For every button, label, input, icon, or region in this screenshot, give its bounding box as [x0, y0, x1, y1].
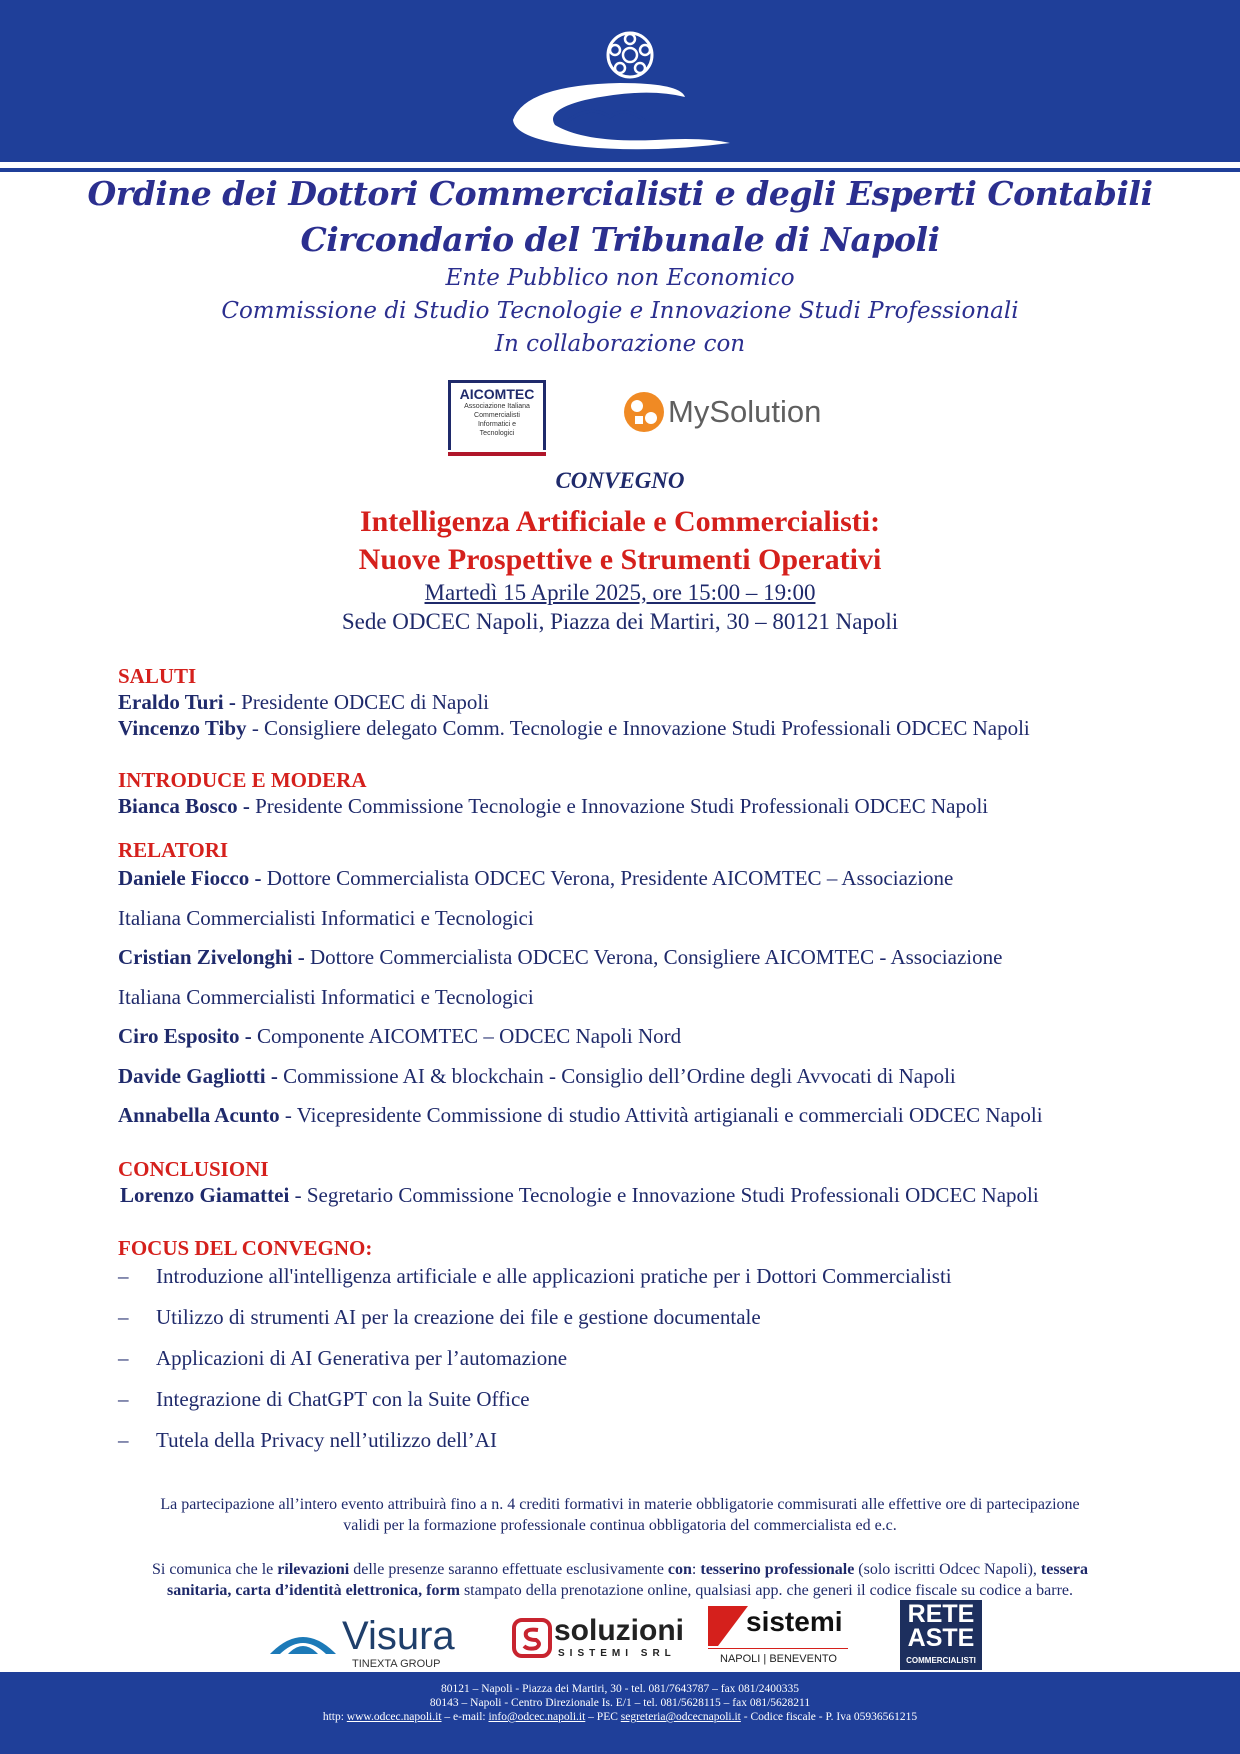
sistemi-icon — [708, 1606, 748, 1646]
footer-contacts — [0, 1710, 1240, 1724]
credits-note — [50, 1494, 1190, 1536]
commission-name: Commissione di Studio Tecnologie e Innovazione Studi Professionali — [221, 298, 1019, 324]
event-venue: Sede ODCEC Napoli, Piazza dei Martiri, 30 – 80121 Napoli — [341, 609, 899, 634]
speaker-role: Dottore Commercialista ODCEC Verona, Consigliere AICOMTEC - Associazione — [304, 945, 1003, 969]
mysolution-icon — [622, 390, 666, 434]
commercialisti-text: COMMERCIALISTI — [906, 1656, 976, 1665]
speaker-role: Dottore Commercialista ODCEC Verona, Presidente AICOMTEC – Associazione — [261, 866, 954, 890]
speaker-name: Vincenzo Tiby — [118, 716, 247, 740]
speaker-line — [118, 794, 988, 819]
dash-bullet: – — [118, 1387, 129, 1411]
credits-line2: validi per la formazione professionale continua obbligatoria del commercialista ed e.c. — [343, 1517, 897, 1534]
rete-aste-logo — [900, 1600, 982, 1670]
speaker-role: Commissione AI & blockchain - Consiglio dell’Ordine degli Avvocati di Napoli — [277, 1064, 956, 1088]
speaker-line — [120, 1183, 1039, 1208]
speaker-name: Lorenzo Giamattei — [120, 1183, 290, 1207]
footer-address-1: 80121 – Napoli - Piazza dei Martiri, 30 - tel. 081/7643787 – fax 081/2400335 — [440, 1683, 800, 1695]
pec-link[interactable]: segreteria@odcecnapoli.it — [620, 1711, 741, 1723]
visura-icon — [268, 1618, 338, 1658]
sistemi-logo — [708, 1606, 848, 1668]
focus-item — [118, 1305, 761, 1330]
focus-item — [118, 1346, 567, 1371]
footer-label: http: — [322, 1711, 347, 1723]
note-text: Si comunica che le — [151, 1561, 278, 1578]
collaboration-label: In collaborazione con — [494, 331, 746, 357]
sistemi-subtext: NAPOLI | BENEVENTO — [720, 1653, 837, 1665]
note-text: delle presenze saranno effettuate esclusivamente — [349, 1561, 668, 1578]
sistemi-text: sistemi — [746, 1606, 843, 1637]
relatori-heading: RELATORI — [118, 838, 229, 862]
org-subtitle: Ente Pubblico non Economico — [445, 265, 795, 291]
aste-text: ASTE — [907, 1624, 975, 1652]
focus-item — [118, 1428, 497, 1453]
speaker-line — [118, 690, 489, 715]
note-text: sanitaria, carta d’identità elettronica, form — [166, 1582, 460, 1599]
aicomtec-logo — [448, 380, 546, 450]
speaker-role: - Segretario Commissione Tecnologie e Innovazione Studi Professionali ODCEC Napoli — [289, 1183, 1039, 1207]
speaker-name: Eraldo Turi - — [118, 690, 236, 714]
speaker-name: Bianca Bosco - — [118, 794, 250, 818]
rete-text: RETE — [907, 1600, 975, 1628]
aicomtec-sub4: Tecnologici — [479, 430, 515, 437]
soluzioni-subtext: SISTEMI SRL — [558, 1648, 676, 1659]
event-date: Martedì 15 Aprile 2025, ore 15:00 – 19:00 — [424, 580, 816, 605]
dash-bullet: – — [118, 1428, 129, 1452]
footer-address-2: 80143 – Napoli - Centro Direzionale Is. E/1 – tel. 081/5628115 – fax 081/5628211 — [429, 1697, 811, 1709]
focus-item — [118, 1264, 952, 1289]
focus-text: Applicazioni di AI Generativa per l’automazione — [156, 1346, 568, 1370]
speaker-line — [118, 1103, 1043, 1128]
aicomtec-sub2: Commercialisti — [474, 412, 520, 419]
speaker-name: Ciro Esposito - — [118, 1024, 252, 1048]
credits-line1: La partecipazione all’intero evento attribuirà fino a n. 4 crediti formativi in materie obbligatorie commisurati alle effettive ore di partecipazione — [160, 1496, 1080, 1513]
speaker-name: Davide Gagliotti - — [118, 1064, 278, 1088]
dash-bullet: – — [118, 1264, 129, 1288]
note-text: : — [691, 1561, 701, 1578]
modera-heading: INTRODUCE E MODERA — [118, 768, 367, 792]
note-text: tesserino professionale — [700, 1561, 855, 1578]
visura-text: Visura — [342, 1614, 455, 1658]
speaker-name: Annabella Acunto — [118, 1103, 280, 1127]
speaker-role: Presidente ODCEC di Napoli — [235, 690, 490, 714]
speaker-line-cont: Italiana Commercialisti Informatici e Tecnologici — [118, 985, 534, 1009]
note-text: con — [667, 1561, 692, 1578]
focus-text: Tutela della Privacy nell’utilizzo dell’AI — [156, 1428, 497, 1452]
org-name-line2: Circondario del Tribunale di Napoli — [300, 220, 940, 259]
attendance-note — [40, 1559, 1200, 1601]
speaker-role: - Vicepresidente Commissione di studio Attività artigianali e commerciali ODCEC Napoli — [279, 1103, 1043, 1127]
soluzioni-logo — [512, 1614, 692, 1664]
note-text: (solo iscritti Odcec Napoli), — [854, 1561, 1041, 1578]
footer-label: – PEC — [585, 1711, 621, 1723]
event-title-line1: Intelligenza Artificiale e Commercialisti: — [359, 505, 881, 538]
speaker-line — [118, 1064, 956, 1089]
footer-tax: - Codice fiscale - P. Iva 05936561215 — [740, 1711, 918, 1723]
email-link[interactable]: info@odcec.napoli.it — [488, 1711, 586, 1723]
website-link[interactable]: www.odcec.napoli.it — [346, 1711, 442, 1723]
org-name-line1: Ordine dei Dottori Commercialisti e degli Esperti Contabili — [87, 174, 1153, 213]
dash-bullet: – — [118, 1305, 129, 1329]
focus-heading: FOCUS DEL CONVEGNO: — [118, 1236, 373, 1260]
event-title-line2: Nuove Prospettive e Strumenti Operativi — [358, 543, 882, 576]
dash-bullet: – — [118, 1346, 129, 1370]
event-kind: CONVEGNO — [555, 468, 685, 493]
speaker-line — [118, 1024, 681, 1049]
focus-text: Integrazione di ChatGPT con la Suite Office — [156, 1387, 530, 1411]
speaker-name: Cristian Zivelonghi - — [118, 945, 305, 969]
odcec-logo — [505, 25, 735, 150]
aicomtec-name: AICOMTEC — [459, 386, 535, 402]
speaker-line-cont: Italiana Commercialisti Informatici e Tecnologici — [118, 906, 534, 930]
mysolution-logo-text: MySolution — [668, 394, 822, 429]
footer — [0, 1672, 1240, 1754]
focus-text: Introduzione all'intelligenza artificiale e alle applicazioni pratiche per i Dottori Commercialisti — [156, 1264, 952, 1288]
footer-label: – e-mail: — [441, 1711, 489, 1723]
focus-item — [118, 1387, 530, 1412]
speaker-line — [118, 945, 1002, 970]
visura-subtext: TINEXTA GROUP — [352, 1658, 441, 1670]
visura-logo — [268, 1614, 468, 1672]
speaker-line — [118, 716, 1030, 741]
soluzioni-text: soluzioni — [554, 1614, 684, 1647]
conclusioni-heading: CONCLUSIONI — [118, 1157, 269, 1181]
note-text: rilevazioni — [277, 1561, 350, 1578]
speaker-role: - Consigliere delegato Comm. Tecnologie e Innovazione Studi Professionali ODCEC Napoli — [246, 716, 1030, 740]
header-divider — [0, 168, 1240, 172]
focus-text: Utilizzo di strumenti AI per la creazione dei file e gestione documentale — [156, 1305, 761, 1329]
speaker-role: Componente AICOMTEC – ODCEC Napoli Nord — [251, 1024, 682, 1048]
aicomtec-sub1: Associazione Italiana — [464, 403, 530, 410]
saluti-heading: SALUTI — [118, 664, 197, 688]
speaker-role: Presidente Commissione Tecnologie e Innovazione Studi Professionali ODCEC Napoli — [249, 794, 989, 818]
note-text: stampato della prenotazione online, qualsiasi app. che generi il codice fiscale su codice a barre. — [459, 1582, 1074, 1599]
soluzioni-icon — [512, 1618, 552, 1658]
note-text: tessera — [1040, 1561, 1089, 1578]
speaker-line — [118, 866, 953, 891]
speaker-name: Daniele Fiocco - — [118, 866, 262, 890]
aicomtec-sub3: Informatici e — [477, 421, 517, 428]
